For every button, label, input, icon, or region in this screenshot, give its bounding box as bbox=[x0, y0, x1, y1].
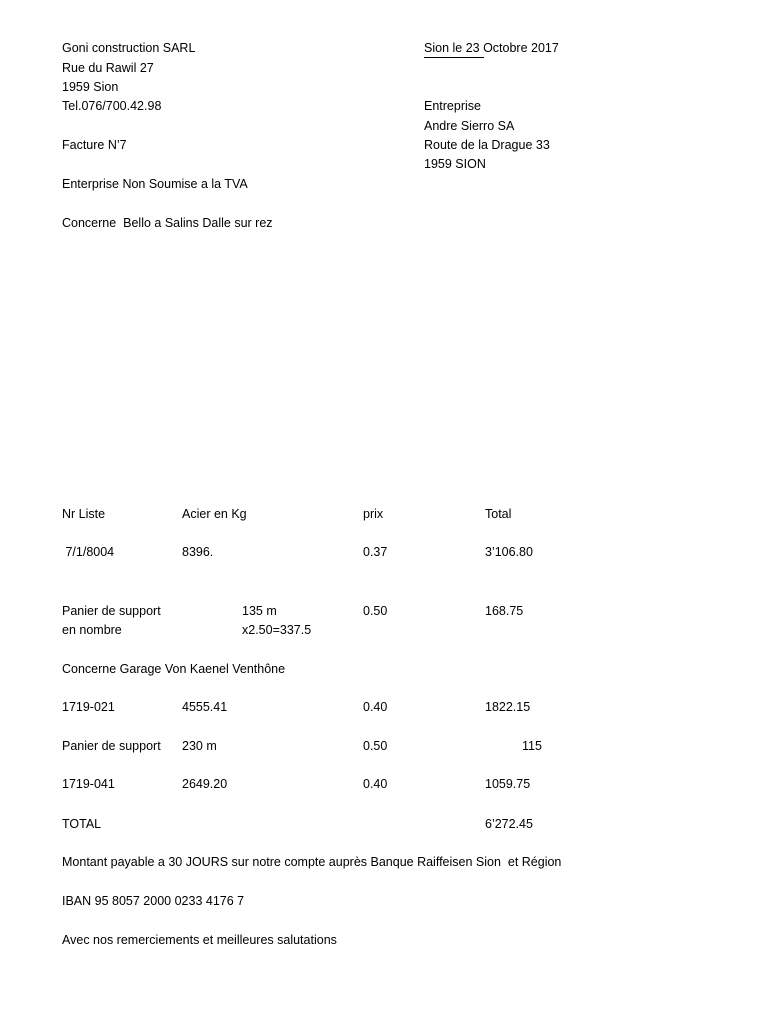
row2-qty-line1: 135 m bbox=[242, 604, 277, 618]
invoice-date: Sion le 23 Octobre 2017 bbox=[424, 41, 559, 55]
row3-nr: 1719-021 bbox=[62, 700, 115, 714]
sender-tel: Tel.076/700.42.98 bbox=[62, 99, 162, 113]
row5-qty: 2649.20 bbox=[182, 777, 228, 791]
row1-nr: 7/1/8004 bbox=[62, 545, 115, 559]
recipient-street: Route de la Drague 33 bbox=[424, 138, 550, 152]
sender-company: Goni construction SARL bbox=[62, 41, 196, 55]
subject-line: Concerne Bello a Salins Dalle sur rez bbox=[62, 216, 273, 230]
header-nr-liste: Nr Liste bbox=[62, 507, 106, 521]
payment-note: Montant payable a 30 JOURS sur notre compte auprès Banque Raiffeisen Sion et Région bbox=[62, 855, 562, 869]
row3-prix: 0.40 bbox=[363, 700, 388, 714]
row4-nr: Panier de support bbox=[62, 739, 161, 753]
row5-nr: 1719-041 bbox=[62, 777, 115, 791]
row2-qty-line2: x2.50=337.5 bbox=[242, 623, 312, 637]
header-prix: prix bbox=[363, 507, 384, 521]
row2-nr-line2: en nombre bbox=[62, 623, 122, 637]
row2-prix: 0.50 bbox=[363, 604, 388, 618]
row1-total: 3’106.80 bbox=[485, 545, 533, 559]
sender-city: 1959 Sion bbox=[62, 80, 119, 94]
row1-prix: 0.37 bbox=[363, 545, 388, 559]
row4-prix: 0.50 bbox=[363, 739, 388, 753]
row2-nr-line1: Panier de support bbox=[62, 604, 161, 618]
invoice-number: Facture N’7 bbox=[62, 138, 127, 152]
row4-qty: 230 m bbox=[182, 739, 217, 753]
row2-total: 168.75 bbox=[485, 604, 524, 618]
row5-total: 1059.75 bbox=[485, 777, 531, 791]
section2-title: Concerne Garage Von Kaenel Venthône bbox=[62, 662, 286, 676]
row3-total: 1822.15 bbox=[485, 700, 531, 714]
row3-qty: 4555.41 bbox=[182, 700, 228, 714]
total-label: TOTAL bbox=[62, 817, 102, 831]
row4-total: 115 bbox=[522, 739, 542, 753]
recipient-name: Andre Sierro SA bbox=[424, 119, 515, 133]
recipient-city: 1959 SION bbox=[424, 157, 486, 171]
header-acier: Acier en Kg bbox=[182, 507, 247, 521]
vat-note: Enterprise Non Soumise a la TVA bbox=[62, 177, 248, 191]
recipient-label: Entreprise bbox=[424, 99, 481, 113]
closing-salutation: Avec nos remerciements et meilleures salutations bbox=[62, 933, 337, 947]
date-underline bbox=[424, 57, 484, 58]
header-total: Total bbox=[485, 507, 512, 521]
total-value: 6’272.45 bbox=[485, 817, 533, 831]
row5-prix: 0.40 bbox=[363, 777, 388, 791]
row1-qty: 8396. bbox=[182, 545, 214, 559]
iban: IBAN 95 8057 2000 0233 4176 7 bbox=[62, 894, 245, 908]
sender-street: Rue du Rawil 27 bbox=[62, 61, 154, 75]
